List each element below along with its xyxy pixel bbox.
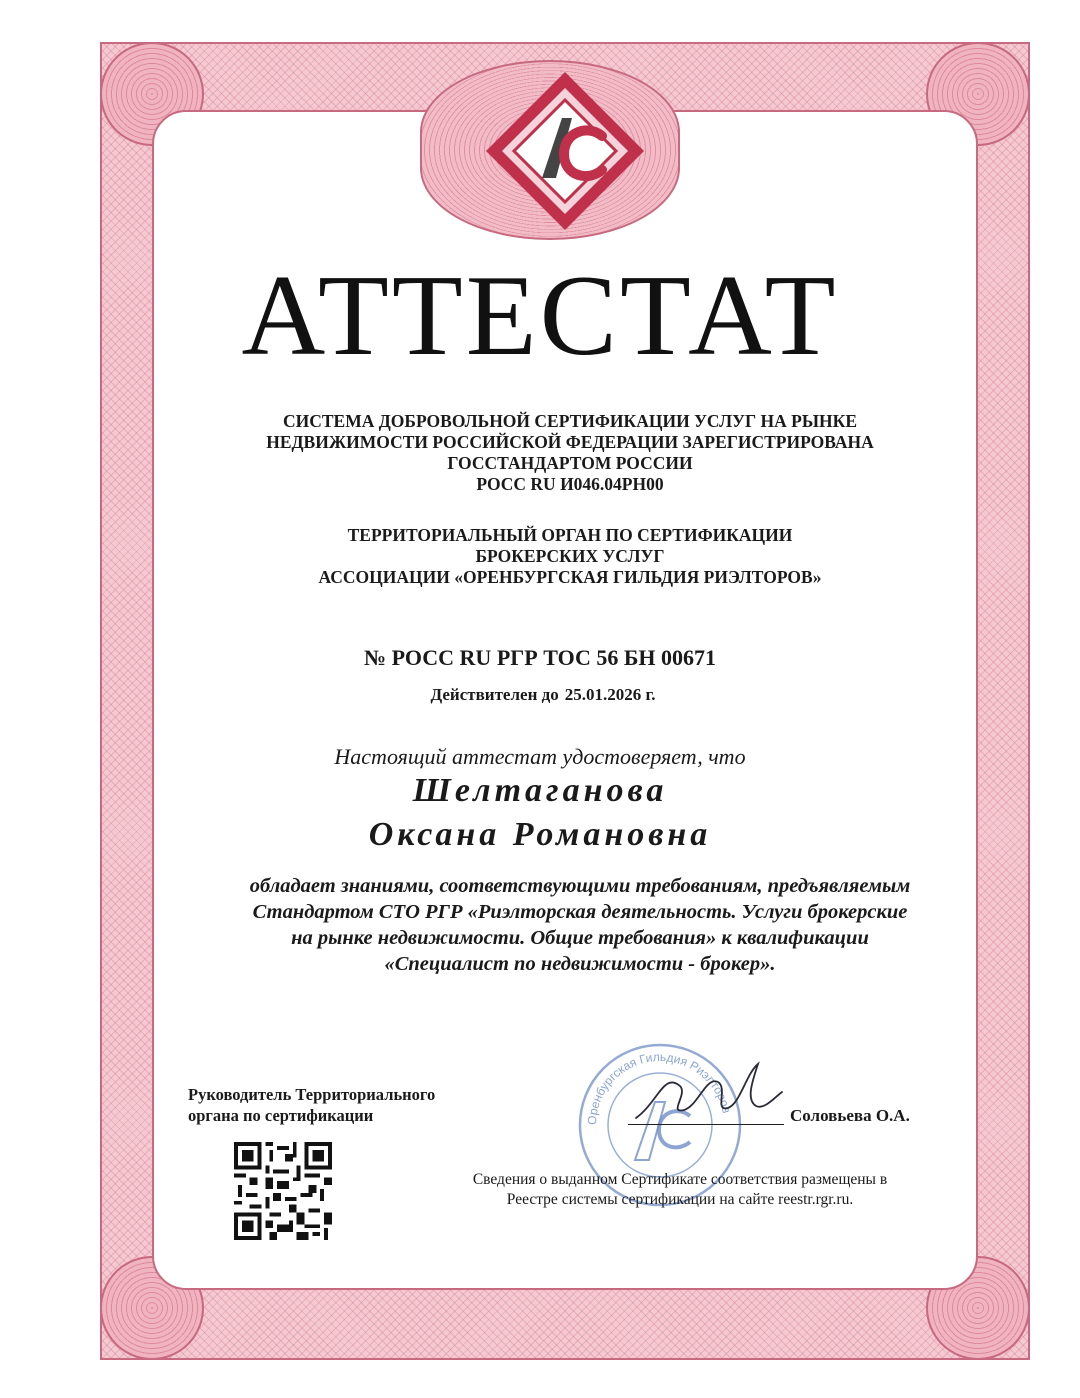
svg-text:АС: АС <box>548 166 550 167</box>
validity-line <box>0 685 1080 705</box>
qualification-line: обладает знаниями, соответствующими требованиям, предъявляемым <box>249 875 911 897</box>
system-line: ГОССТАНДАРТОМ РОССИИ <box>447 453 693 473</box>
signature-line <box>628 1124 784 1125</box>
qualification-statement <box>190 873 970 977</box>
issuing-body-line: БРОКЕРСКИХ УСЛУГ <box>475 546 665 566</box>
system-line: РОСС RU И046.04РН00 <box>476 474 664 494</box>
valid-until-date: 25.01.2026 г. <box>564 685 656 704</box>
issuing-body-line: АССОЦИАЦИИ «ОРЕНБУРГСКАЯ ГИЛЬДИЯ РИЭЛТОРОВ» <box>318 567 822 587</box>
certification-system-block <box>180 411 960 495</box>
qualification-line: Стандартом СТО РГР «Риэлторская деятельность. Услуги брокерские <box>252 901 908 923</box>
qr-code[interactable] <box>234 1142 332 1240</box>
signer-title <box>188 1084 435 1126</box>
signer-title-line: Руководитель Территориального <box>188 1085 436 1104</box>
qualification-line: «Специалист по недвижимости - брокер». <box>384 953 776 975</box>
association-logo-icon <box>480 66 650 236</box>
system-line: НЕДВИЖИМОСТИ РОССИЙСКОЙ ФЕДЕРАЦИИ ЗАРЕГИСТРИРОВАНА <box>266 432 874 452</box>
system-line: СИСТЕМА ДОБРОВОЛЬНОЙ СЕРТИФИКАЦИИ УСЛУГ НА РЫНКЕ <box>282 411 857 431</box>
holder-last-name: Шелтаганова <box>412 772 668 809</box>
holder-first-names: Оксана Романовна <box>368 816 712 853</box>
registry-note-line: Реестре системы сертификации на сайте reestr.rgr.ru. <box>506 1191 854 1208</box>
valid-label: Действителен до <box>430 685 559 704</box>
registry-note <box>410 1170 950 1210</box>
signature-mark <box>628 1052 788 1132</box>
certifies-text: Настоящий аттестат удостоверяет, что <box>334 744 746 769</box>
qualification-line: на рынке недвижимости. Общие требования» к квалификации <box>291 927 869 949</box>
signer-name: Соловьева О.А. <box>790 1106 910 1125</box>
registry-note-line: Сведения о выданном Сертификате соответствия размещены в <box>472 1171 888 1188</box>
issuing-body-line: ТЕРРИТОРИАЛЬНЫЙ ОРГАН ПО СЕРТИФИКАЦИИ <box>347 525 793 545</box>
issuing-body-block <box>180 525 960 588</box>
svg-text:Оренбургская Гильдия Риэлторов: Оренбургская Гильдия Риэлторов <box>584 1049 734 1126</box>
registration-number: № РОСС RU РГР ТОС 56 БН 00671 <box>363 645 717 670</box>
signer-title-line: органа по сертификации <box>188 1106 374 1125</box>
certificate-title: АТТЕСТАТ <box>241 252 839 380</box>
